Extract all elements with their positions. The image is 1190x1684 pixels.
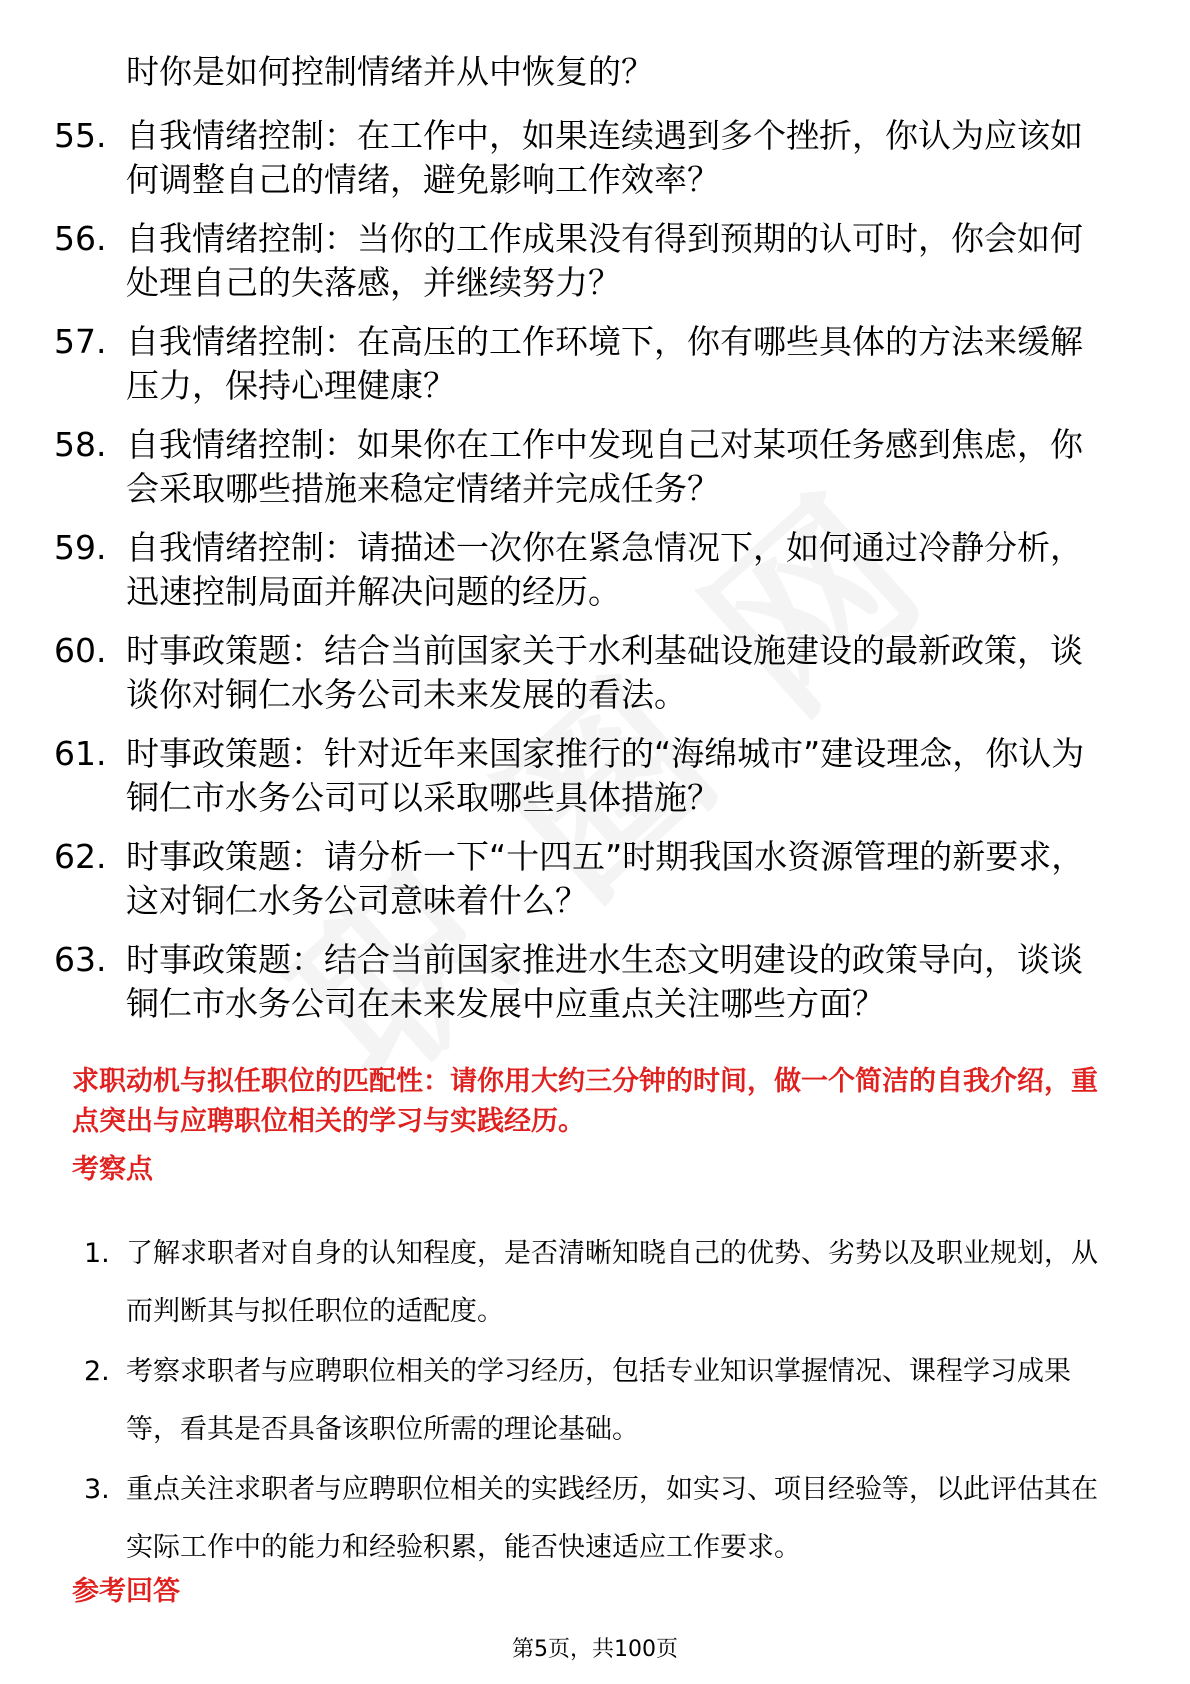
question-number: 62. (54, 837, 107, 876)
question-list (54, 114, 1114, 1041)
question-item (54, 217, 1114, 305)
question-text: 自我情绪控制：如果你在工作中发现自己对某项任务感到焦虑，你会采取哪些措施来稳定情绪并完成任务？ (126, 425, 1083, 508)
point-text: 考察求职者与应聘职位相关的学习经历，包括专业知识掌握情况、课程学习成果等，看其是否具备该职位所需的理论基础。 (126, 1356, 1071, 1445)
question-number: 56. (54, 219, 107, 258)
point-number: 1. (84, 1238, 110, 1269)
question-item (54, 320, 1114, 408)
question-text: 时事政策题：针对近年来国家推行的“海绵城市”建设理念，你认为铜仁市水务公司可以采取哪些具体措施？ (126, 734, 1085, 817)
question-item (54, 938, 1114, 1026)
question-number: 57. (54, 322, 107, 361)
inspection-points-list (84, 1225, 1114, 1579)
question-item (54, 835, 1114, 923)
question-item (54, 732, 1114, 820)
question-number: 58. (54, 425, 107, 464)
question-text: 时事政策题：请分析一下“十四五”时期我国水资源管理的新要求，这对铜仁水务公司意味着什么？ (126, 837, 1085, 920)
question-item (54, 629, 1114, 717)
question-number: 60. (54, 631, 107, 670)
question-continuation: 时你是如何控制情绪并从中恢复的？ (126, 52, 654, 91)
question-item (54, 114, 1114, 202)
question-text: 时事政策题：结合当前国家推进水生态文明建设的政策导向，谈谈铜仁市水务公司在未来发展中应重点关注哪些方面？ (126, 940, 1083, 1023)
question-text: 自我情绪控制：请描述一次你在紧急情况下，如何通过冷静分析，迅速控制局面并解决问题的经历。 (126, 528, 1083, 611)
question-text: 自我情绪控制：在工作中，如果连续遇到多个挫折，你认为应该如何调整自己的情绪，避免影响工作效率？ (126, 116, 1083, 199)
inspection-point (84, 1343, 1114, 1459)
inspection-point (84, 1461, 1114, 1577)
intro-question-heading: 求职动机与拟任职位的匹配性：请你用大约三分钟的时间，做一个简洁的自我介绍，重点突出与应聘职位相关的学习与实践经历。 (72, 1066, 1098, 1137)
question-item (54, 423, 1114, 511)
question-number: 63. (54, 940, 107, 979)
question-item (54, 526, 1114, 614)
point-text: 重点关注求职者与应聘职位相关的实践经历，如实习、项目经验等，以此评估其在实际工作中的能力和经验积累，能否快速适应工作要求。 (126, 1474, 1098, 1563)
question-number: 59. (54, 528, 107, 567)
question-number: 55. (54, 116, 107, 155)
inspection-point (84, 1225, 1114, 1341)
question-text: 自我情绪控制：在高压的工作环境下，你有哪些具体的方法来缓解压力，保持心理健康？ (126, 322, 1083, 405)
question-number: 61. (54, 734, 107, 773)
question-text: 自我情绪控制：当你的工作成果没有得到预期的认可时，你会如何处理自己的失落感，并继续努力？ (126, 219, 1083, 302)
inspection-points-heading: 考察点 (72, 1154, 153, 1185)
point-number: 2. (84, 1356, 110, 1387)
question-text: 时事政策题：结合当前国家关于水利基础设施建设的最新政策，谈谈你对铜仁水务公司未来发展的看法。 (126, 631, 1083, 714)
point-number: 3. (84, 1474, 110, 1505)
page-footer: 第5页，共100页 (512, 1637, 678, 1662)
point-text: 了解求职者对自身的认知程度，是否清晰知晓自己的优势、劣势以及职业规划，从而判断其与拟任职位的适配度。 (126, 1238, 1098, 1327)
reference-answer-heading: 参考回答 (72, 1576, 180, 1607)
